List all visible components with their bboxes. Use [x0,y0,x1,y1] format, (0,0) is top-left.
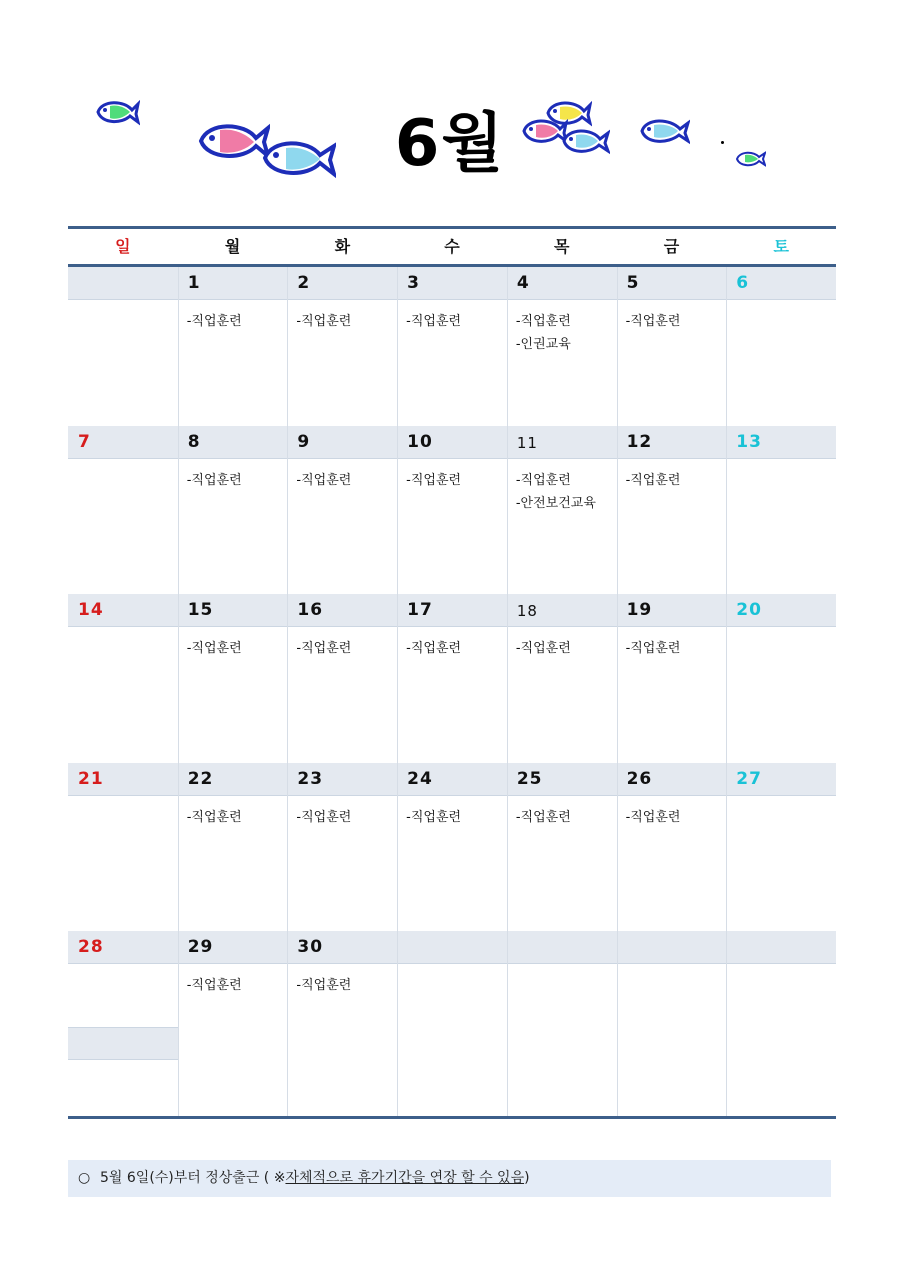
day-cell [726,426,836,595]
week-row [68,594,836,763]
day-number: 21 [78,769,104,789]
day-cell [178,763,288,932]
day-cell [178,931,288,1100]
day-cell [726,594,836,763]
weekday-thu: 목 [554,237,570,256]
day-cell [287,763,397,932]
notice-bullet: ○ [78,1170,91,1186]
day-cell [507,267,617,436]
day-number: 10 [407,432,433,452]
day-number: 16 [297,600,324,620]
day-number: 25 [516,769,543,789]
day-number: 7 [78,432,91,452]
day-cell [726,931,836,1100]
day-number: 2 [297,273,311,293]
day-cell [617,931,727,1100]
event-item: -직업훈련 [186,810,242,825]
column-divider [178,267,179,1116]
day-cell [68,763,178,932]
event-item: -직업훈련 [296,314,352,329]
event-item: -직업훈련 [186,473,242,488]
empty-band [68,1027,178,1060]
event-item: -인권교육 [515,337,571,352]
event-item: -직업훈련 [296,473,352,488]
day-cell [617,763,727,932]
event-item: -직업훈련 [406,810,462,825]
day-cell [726,763,836,932]
day-cell [287,267,397,436]
day-number: 27 [736,769,762,789]
week-row [68,931,836,1075]
weekday-sat: 토 [773,237,789,256]
calendar [68,226,836,1120]
day-number: 11 [516,434,538,452]
weekday-wed: 수 [444,237,460,256]
event-item: -직업훈련 [515,473,571,488]
day-cell [397,931,507,1100]
day-number: 5 [626,273,640,293]
day-number: 9 [297,432,311,452]
weekday-tue: 화 [334,237,351,256]
event-item: -직업훈련 [296,978,352,993]
event-item: -직업훈련 [625,473,681,488]
day-cell [68,931,178,1100]
day-cell [507,594,617,763]
event-item: -직업훈련 [406,641,462,656]
day-cell [68,594,178,763]
column-divider [507,267,508,1116]
day-cell [287,931,397,1100]
event-item: -직업훈련 [625,314,681,329]
day-cell [68,267,178,436]
weekday-header [68,229,836,264]
column-divider [397,267,398,1116]
day-cell [617,267,727,436]
day-cell [68,426,178,595]
day-number: 13 [736,432,762,452]
column-divider [726,267,727,1116]
day-cell [617,594,727,763]
day-number: 18 [516,602,538,620]
day-number: 6 [736,273,750,293]
event-item: -직업훈련 [625,810,681,825]
day-number: 4 [516,273,530,293]
day-number: 26 [626,769,653,789]
week-row [68,267,836,426]
weekday-fri: 금 [663,237,680,256]
week-row [68,426,836,594]
day-number: 3 [407,273,420,293]
event-item: -직업훈련 [406,314,462,329]
column-divider [287,267,288,1116]
weekday-mon: 월 [224,237,241,256]
day-number: 29 [187,937,214,957]
day-cell [617,426,727,595]
week-row [68,763,836,931]
day-cell [178,267,288,436]
page-title: 6월 [394,107,506,181]
day-number: 23 [297,769,324,789]
day-number: 22 [187,769,214,789]
notice-prefix: 5월 6일(수)부터 정상출근 ( ※ [100,1170,286,1186]
event-item: -직업훈련 [625,641,681,656]
day-cell [287,426,397,595]
day-number: 8 [187,432,201,452]
day-number: 20 [736,600,762,620]
notice-underlined: 자체적으로 휴가기간을 연장 할 수 있음 [285,1170,525,1186]
day-cell [397,426,507,595]
day-number: 17 [407,600,433,620]
day-cell [397,267,507,436]
event-item: -직업훈련 [406,473,462,488]
day-cell [397,763,507,932]
day-cell [507,763,617,932]
event-item: -직업훈련 [296,641,352,656]
event-item: -직업훈련 [296,810,352,825]
day-cell [178,426,288,595]
event-item: -직업훈련 [186,641,242,656]
notice-suffix: ) [524,1170,530,1186]
day-cell [178,594,288,763]
day-cell [507,426,617,595]
day-number: 1 [187,273,201,293]
notice-box [68,1160,831,1197]
notice-text [100,1160,530,1197]
day-number: 28 [78,937,104,957]
event-item: -직업훈련 [515,641,571,656]
bottom-rule [68,1116,836,1119]
day-number: 19 [626,600,653,620]
column-divider [617,267,618,1116]
day-cell [397,594,507,763]
event-item: -직업훈련 [515,810,571,825]
event-item: -직업훈련 [186,978,242,993]
day-number: 12 [626,432,653,452]
day-number: 30 [297,937,324,957]
weekday-sun: 일 [115,237,131,256]
event-item: -안전보건교육 [515,496,596,511]
day-number: 14 [78,600,104,620]
day-cell [507,931,617,1100]
event-item: -직업훈련 [515,314,571,329]
day-cell [726,267,836,436]
event-item: -직업훈련 [186,314,242,329]
day-number: 24 [407,769,433,789]
day-cell [287,594,397,763]
day-number: 15 [187,600,214,620]
